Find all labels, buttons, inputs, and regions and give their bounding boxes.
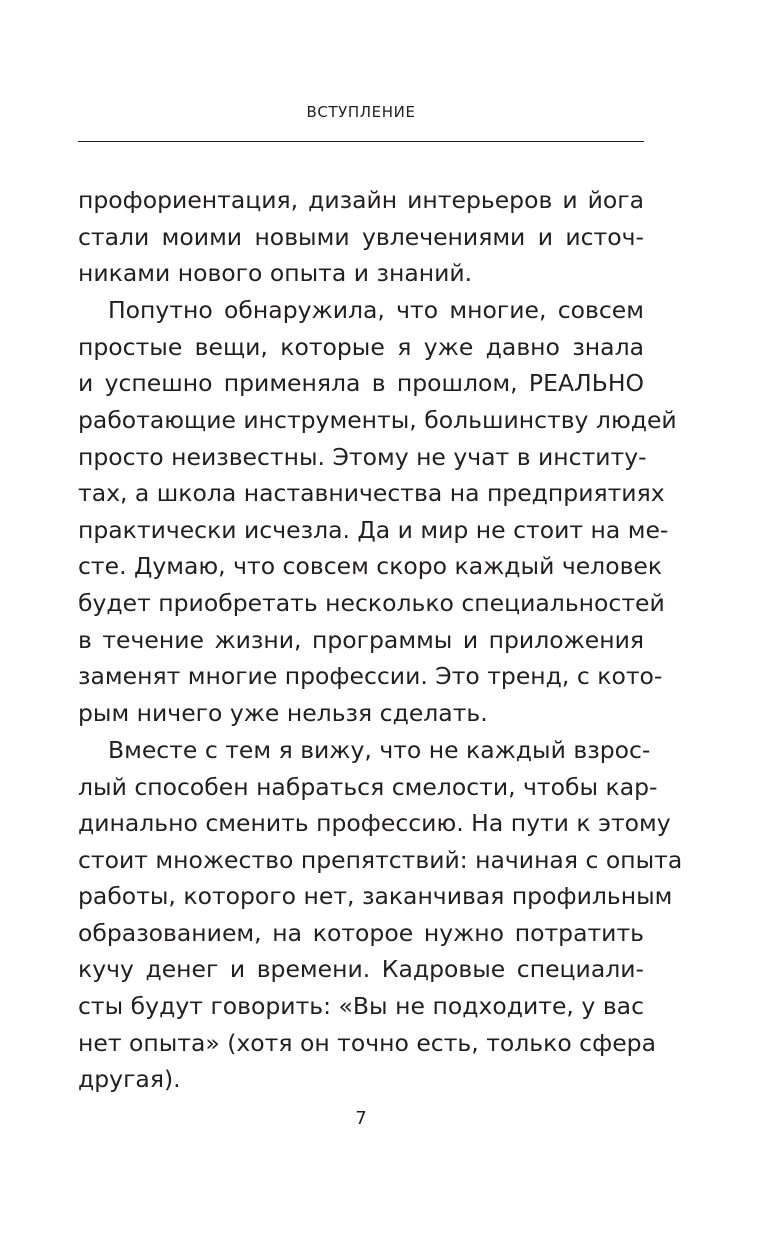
text-line: будет приобретать несколько специальностей [78, 589, 665, 618]
page-number: 7 [355, 1108, 367, 1129]
text-line: в течение жизни, программы и приложения [78, 625, 644, 654]
text-line: тах, а школа наставничества на предприятиях [78, 479, 665, 508]
text-line: лый способен набраться смелости, чтобы кар- [78, 772, 658, 801]
running-head: ВСТУПЛЕНИЕ [306, 103, 416, 121]
text-line: просто неизвестны. Этому не учат в институ- [78, 442, 647, 471]
text-line: никами нового опыта и знаний. [78, 259, 473, 288]
text-line: кучу денег и времени. Кадровые специали- [78, 955, 644, 984]
text-line: сте. Думаю, что совсем скоро каждый человек [78, 552, 663, 581]
header-rule [78, 141, 644, 142]
text-line: практически исчезла. Да и мир не стоит на ме- [78, 515, 669, 544]
text-line: и успешно применяла в прошлом, РЕАЛЬНО [78, 369, 644, 398]
text-line: стоит множество препятствий: начиная с опыта [78, 845, 683, 874]
text-line: нет опыта» (хотя он точно есть, только сфера [78, 1028, 656, 1057]
body-text [78, 182, 683, 1098]
text-line: динально сменить профессию. На пути к этому [78, 809, 671, 838]
text-line: образованием, на которое нужно потратить [78, 918, 644, 947]
text-line: другая). [78, 1065, 181, 1094]
text-line: работающие инструменты, большинству людей [78, 406, 677, 435]
text-line: сты будут говорить: «Вы не подходите, у вас [78, 992, 644, 1021]
text-line: заменят многие профессии. Это тренд, с кото- [78, 662, 663, 691]
text-line: простые вещи, которые я уже давно знала [78, 332, 644, 361]
text-line: рым ничего уже нельзя сделать. [78, 698, 488, 727]
text-line: работы, которого нет, заканчивая профильным [78, 882, 673, 911]
text-line: стали моими новыми увлечениями и источ- [78, 222, 644, 251]
text-line: Вместе с тем я вижу, что не каждый взрос- [108, 735, 651, 764]
text-line: профориентация, дизайн интерьеров и йога [78, 186, 644, 214]
text-line: Попутно обнаружила, что многие, совсем [108, 296, 644, 325]
